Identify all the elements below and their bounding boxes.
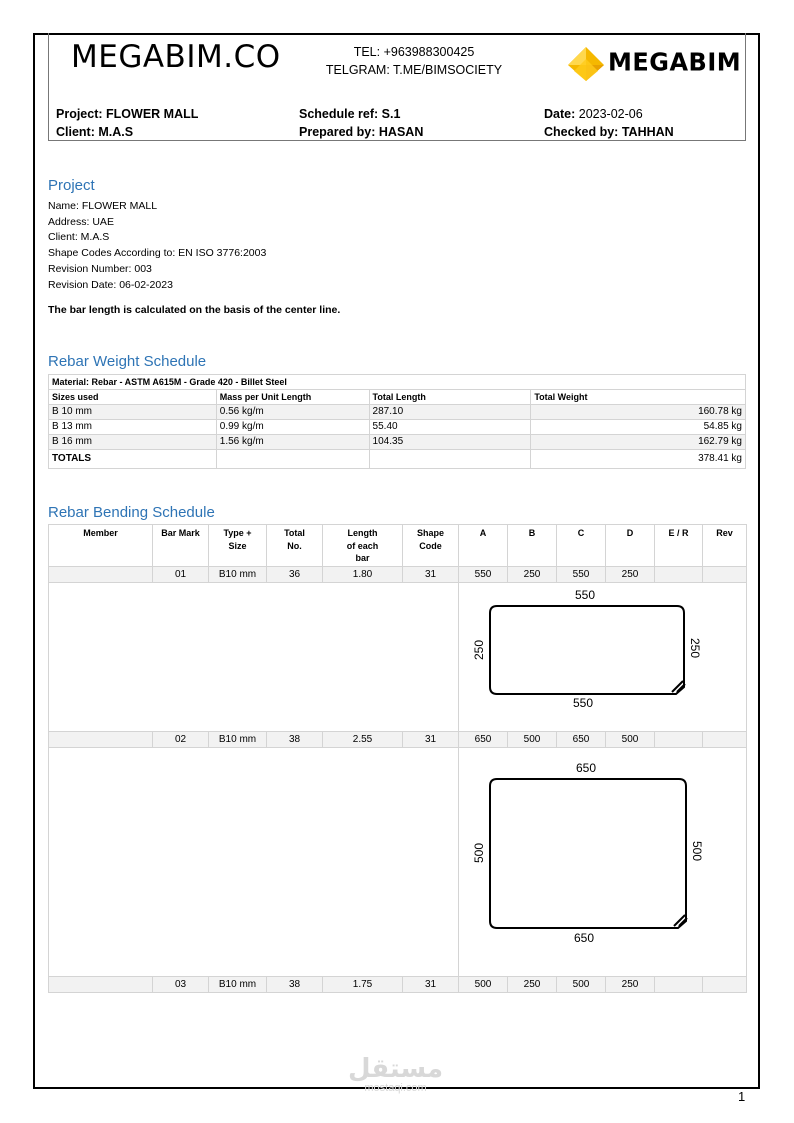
company-name: MEGABIM.CO bbox=[71, 39, 281, 75]
col-total-weight: Total Weight bbox=[531, 390, 746, 405]
prepared-by-field: Prepared by: HASAN bbox=[299, 125, 424, 139]
shape-left-dim: 250 bbox=[472, 639, 487, 661]
watermark bbox=[348, 1056, 443, 1094]
telephone: TEL: +963988300425 bbox=[353, 45, 475, 59]
col-c: C bbox=[557, 525, 606, 567]
shape-diagram-cell bbox=[459, 748, 747, 977]
client-field: Client: M.A.S bbox=[56, 125, 134, 139]
table-row: 03 B10 mm 38 1.75 31 500 250 500 250 bbox=[49, 977, 747, 993]
contact-info bbox=[299, 43, 529, 79]
weight-schedule-table bbox=[48, 374, 746, 469]
table-row: 01 B10 mm 36 1.80 31 550 250 550 250 bbox=[49, 567, 747, 583]
megabim-logo bbox=[564, 45, 742, 85]
project-address-line: Address: UAE bbox=[48, 215, 114, 228]
col-total-no: Total No. bbox=[267, 525, 323, 567]
bar-length-note: The bar length is calculated on the basis of the center line. bbox=[48, 304, 341, 316]
shape-top-dim: 650 bbox=[576, 761, 597, 775]
shape-diagram-row bbox=[49, 748, 747, 977]
shape-codes-line: Shape Codes According to: EN ISO 3776:2003 bbox=[48, 247, 267, 260]
col-er: E / R bbox=[655, 525, 703, 567]
shape-right-dim: 500 bbox=[690, 840, 705, 862]
rectangular-stirrup-shape-icon bbox=[459, 748, 746, 976]
shape-diagram-row bbox=[49, 583, 747, 732]
table-row: B 13 mm 0.99 kg/m 55.40 54.85 kg bbox=[49, 420, 746, 435]
weight-schedule-heading: Rebar Weight Schedule bbox=[48, 353, 207, 370]
col-a: A bbox=[459, 525, 508, 567]
shape-top-dim: 550 bbox=[575, 588, 596, 602]
col-shape-code: Shape Code bbox=[403, 525, 459, 567]
project-name-line: Name: FLOWER MALL bbox=[48, 200, 158, 212]
rectangular-stirrup-shape-icon bbox=[459, 583, 746, 731]
logo-diamond-icon bbox=[564, 45, 608, 85]
col-b: B bbox=[508, 525, 557, 567]
table-row: B 10 mm 0.56 kg/m 287.10 160.78 kg bbox=[49, 405, 746, 420]
table-row: B 16 mm 1.56 kg/m 104.35 162.79 kg bbox=[49, 435, 746, 450]
col-total-length: Total Length bbox=[369, 390, 531, 405]
shape-diagram-cell bbox=[459, 583, 747, 732]
col-rev: Rev bbox=[703, 525, 747, 567]
logo-text: MEGABIM bbox=[608, 47, 742, 77]
col-bar-mark: Bar Mark bbox=[153, 525, 209, 567]
project-field: Project: FLOWER MALL bbox=[56, 107, 199, 121]
document-header bbox=[48, 33, 746, 141]
telegram: TELGRAM: T.ME/BIMSOCIETY bbox=[325, 63, 503, 77]
bending-schedule-table bbox=[48, 524, 747, 993]
shape-bottom-dim: 650 bbox=[574, 931, 595, 945]
shape-right-dim: 250 bbox=[688, 637, 703, 659]
table-row: 02 B10 mm 38 2.55 31 650 500 650 500 bbox=[49, 732, 747, 748]
revision-number-line: Revision Number: 003 bbox=[48, 262, 152, 275]
col-sizes-used: Sizes used bbox=[49, 390, 217, 405]
shape-bottom-dim: 550 bbox=[573, 696, 594, 710]
col-length: Length of each bar bbox=[323, 525, 403, 567]
col-type-size: Type + Size bbox=[209, 525, 267, 567]
checked-by-field: Checked by: TAHHAN bbox=[544, 125, 674, 139]
date-field: Date: 2023-02-06 bbox=[544, 107, 643, 121]
col-d: D bbox=[606, 525, 655, 567]
page-number: 1 bbox=[738, 1089, 746, 1104]
schedule-ref-field: Schedule ref: S.1 bbox=[299, 107, 401, 121]
project-heading: Project bbox=[48, 177, 95, 194]
bending-schedule-heading: Rebar Bending Schedule bbox=[48, 504, 215, 521]
revision-date-line: Revision Date: 06-02-2023 bbox=[48, 278, 173, 291]
project-client-line: Client: M.A.S bbox=[48, 231, 110, 244]
bending-header-row bbox=[49, 525, 747, 567]
shape-left-dim: 500 bbox=[472, 842, 487, 864]
watermark-latin: mostaqi.com bbox=[364, 1082, 427, 1094]
watermark-arabic: مستقل bbox=[348, 1054, 444, 1084]
material-cell: Material: Rebar - ASTM A615M - Grade 420 - Billet Steel bbox=[49, 375, 746, 390]
project-details bbox=[48, 199, 266, 293]
col-member: Member bbox=[49, 525, 153, 567]
col-mass: Mass per Unit Length bbox=[216, 390, 369, 405]
totals-row: TOTALS 378.41 kg bbox=[49, 450, 746, 469]
